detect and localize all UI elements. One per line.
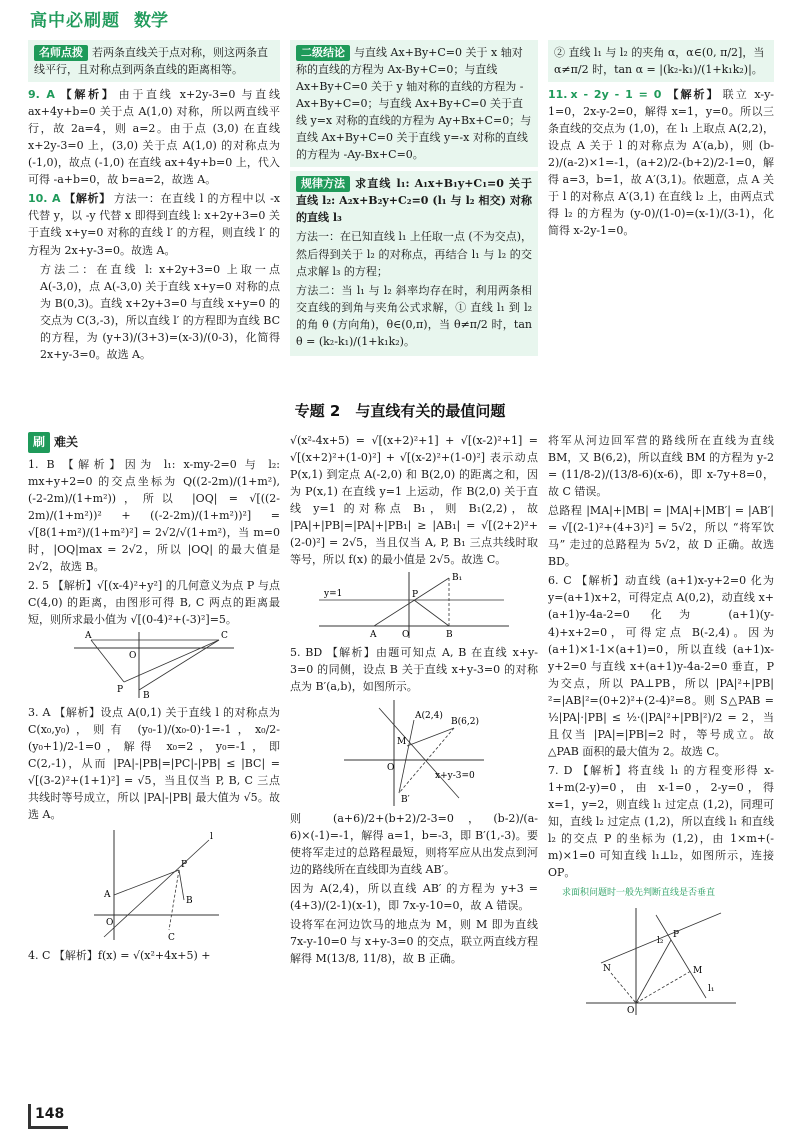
q3-label-o: O bbox=[106, 918, 114, 929]
q7-line-l2 bbox=[656, 915, 706, 998]
q7-label-n: N bbox=[603, 964, 611, 975]
q2-label-a: A bbox=[85, 631, 92, 642]
page-number: 148 bbox=[28, 1104, 68, 1129]
difficulty-tag: 刷 bbox=[28, 432, 50, 453]
q7-line-op bbox=[636, 940, 671, 1003]
q4-continued: √(x²-4x+5) = √[(x+2)²+1] + √[(x-2)²+1] = √[(x+2)²+(1-0)²] + √[(x-2)²+(1-0)²] 表示动点 P(x,1) 到定点 A(-2,0) 和 B(2,0) 的距离之和，因为 P(x,1) 在直线 y=1 上运动，作 B(2,0) 关于直线 y=1 的对称点 B₁，则 B₁(2,2)，故 |PA|+|PB|=|PA|+|PB₁| ≥ |AB₁| = √[(2+2)²+(2-0)²] = 2√5，当且仅当 A, P, B₁ 三点共线时取等号，所以 f(x) 的最小值是 2√5。故选 C。 bbox=[290, 434, 538, 567]
q3-line-pc bbox=[169, 870, 179, 930]
q7-label-l2: l₂ bbox=[657, 936, 664, 947]
q2-label-o: O bbox=[129, 651, 137, 662]
q9 bbox=[28, 86, 280, 188]
q10 bbox=[28, 190, 280, 258]
q3-line-pb bbox=[179, 870, 184, 900]
q7-line-on bbox=[611, 973, 636, 1003]
q2-label-p: P bbox=[117, 685, 124, 696]
q4-line-ab1 bbox=[374, 578, 449, 626]
q11-label: 【解析】 bbox=[665, 88, 720, 102]
q3-label-b: B bbox=[186, 896, 193, 907]
q4-label-a: A bbox=[370, 630, 377, 641]
q3: 3. A 【解析】设点 A(0,1) 关于直线 l 的对称点为 C(x₀,y₀)，则有 (y₀-1)/(x₀-0)·1=-1，x₀/2-(y₀+1)/2-1=0，解得 x₀=2，y₀=-1，即 C(2,-1)，从而 |PA|-|PB|=|PC|-|PB| ≤ |BC| = √[(3-2)²+(1+1)²] = √5，当且仅当 P, B, C 三点共线时等号成立，所以 |PA|-|PB| 最大值为 √5。故选 A。 bbox=[28, 706, 280, 822]
q9-text: 由于直线 x+2y-3=0 与直线 ax+4y+b=0 关于点 A(1,0) 对称，所以两直线平行，故 2a=4，则 a=2。由于点 (3,0) 在直线 x+2y-3=0 上，(3,0) 关于点 A(1,0) 的对称点为 (-1,0)，故点 (-1,0) 在直线 ax+4y+b=0 上，代入可得 -a+b=0，故 b=a=2，故选 A。 bbox=[28, 88, 280, 187]
q2: 2. 5 【解析】√[(x-4)²+y²] 的几何意义为点 P 与点 C(4,0) 的距离，由图形可得 B, C 两点的距离最短，则所求最小值为 √[(0-4)²+(-3)²]=5。 bbox=[28, 578, 280, 627]
q4-line-pb bbox=[414, 600, 449, 626]
q4-figure bbox=[314, 570, 514, 640]
q7-figure bbox=[581, 903, 741, 1018]
note-text: 求面积问题时一般先判断直线是否垂直 bbox=[562, 888, 716, 899]
conclusion-tag: 二级结论 bbox=[296, 45, 350, 61]
q5-line-ab-prime bbox=[399, 720, 414, 793]
method-text-1: 方法一：在已知直线 l₁ 上任取一点 (不为交点)，然后得到关于 l₂ 的对称点，再结合 l₁ 与 l₂ 的交点求解 l₃ 的方程； bbox=[296, 230, 532, 278]
q7: 7. D 【解析】将直线 l₁ 的方程变形得 x-1+m(2-y)=0，由 x-1=0，2-y=0，得 x=1，y=2，则直线 l₁ 过定点 (1,2)，同理可知，直线 l₂ 过定点 (1,2)，所以直线 l₁ 和直线 l₂ 的交点 P 的坐标为 (1,2)，由 1×m+(-m)×1=0 可知直线 l₁⊥l₂，如图所示，连接 OP。 bbox=[548, 763, 774, 880]
method-text-2: 方法二：当 l₁ 与 l₂ 斜率均存在时，利用两条相交直线的到角与夹角公式求解，① 直线 l₁ 到 l₂ 的角 θ (方向角)，θ∈(0,π)，当 θ≠π/2 时，tan θ = (k₂-k₁)/(1+k₁k₂)。 bbox=[296, 283, 532, 348]
q4-start: 4. C 【解析】f(x) = √(x²+4x+5) + bbox=[28, 949, 211, 963]
q5-figure bbox=[339, 698, 489, 808]
q5-line-ab: 因为 A(2,4)，所以直线 AB′ 的方程为 y+3 = (4+3)/(2-1)(x-1)，即 7x-y-10=0，故 A 错误。 bbox=[290, 881, 538, 912]
tip-box bbox=[28, 40, 280, 82]
method-heading: 求直线 l₁: A₁x+B₁y+C₁=0 关于直线 l₂: A₂x+B₂y+C₂=0 (l₁ 与 l₂ 相交) 对称的直线 l₃ bbox=[296, 177, 532, 225]
q2-label-c: C bbox=[221, 631, 228, 642]
q10-label: 【解析】 bbox=[63, 192, 111, 206]
method-box bbox=[290, 171, 538, 355]
q11-number: 11. bbox=[548, 88, 568, 102]
q11-text: 联立 x-y-1=0，2x-y-2=0，解得 x=1，y=0。所以三条直线的交点为 (1,0)，在 l₁ 上取点 A(2,2)，设点 A 关于 l 的对称点为 A′(a,b)，则 (b-2)/(a-2)×1=-1，(a+2)/2-(b+2)/2-1=0，解得 a=3，b=1，故 A′(3,1)。依题意，点 A 关于 l 的对称点 A′(3,1) 在直线 l₂ 上，由两点式得 l₂ 的方程为 (y-0)/(1-0)=(x-1)/(3-1)，化简得 x-2y-1=0。 bbox=[548, 88, 774, 238]
q10-method-2: 方法二：在直线 l: x+2y+3=0 上取一点 A(-3,0)，点 A(-3,0) 关于直线 x+y=0 对称的点为 B(0,3)。直线 x+2y+3=0 与直线 x+y=0 的交点为 C(3,-3)，所以直线 l′ 的方程即为直线 BC 的方程，为 (y+3)/(3+3)=(x-3)/(0-3)，化简得 2x+y-3=0。故选 A。 bbox=[40, 262, 280, 361]
q5-line-bm: 将军从河边回军营的路线所在直线为直线 BM，又 B(6,2)，所以直线 BM 的方程为 y-2 = (11/8-2)/(13/8-6)(x-6)，即 x-7y+8=0，故 C 错误。 bbox=[548, 434, 774, 499]
q7-label-l1: l₁ bbox=[708, 984, 715, 995]
q5-line-river bbox=[379, 708, 459, 798]
top-middle-column bbox=[290, 40, 538, 390]
q7-line-om bbox=[636, 971, 691, 1003]
difficulty-header bbox=[28, 432, 280, 453]
q5-total: 总路程 |MA|+|MB| = |MA|+|MB′| = |AB′| = √[(2-1)²+(4+3)²] = 5√2，所以 “将军饮马” 走过的总路程为 5√2，故 D 正确。故选 BD。 bbox=[548, 504, 774, 569]
q5-solve: 则 (a+6)/2+(b+2)/2-3=0，(b-2)/(a-6)×(-1)=-1，解得 a=1，b=-3，即 B′(1,-3)。要使将军走过的总路程最短，则将军应从出发点到河边的路线所在直线即为直线 AB′。 bbox=[290, 811, 538, 876]
q3-figure bbox=[84, 825, 224, 945]
q5: 5. BD 【解析】由题可知点 A, B 在直线 x+y-3=0 的同侧，设点 B 关于直线 x+y-3=0 的对称点为 B′(a,b)，如图所示。 bbox=[290, 646, 538, 694]
q4-label-o: O bbox=[402, 630, 410, 641]
q2-label-b: B bbox=[143, 691, 150, 701]
q3-label-a: A bbox=[104, 890, 111, 901]
q11-answer: x - 2y - 1 = 0 bbox=[570, 88, 662, 102]
q11 bbox=[548, 86, 774, 239]
note-row bbox=[562, 883, 774, 901]
q5-label-line: x+y-3=0 bbox=[435, 770, 475, 781]
conclusion-box bbox=[290, 40, 538, 167]
q4-label-b1: B₁ bbox=[452, 573, 463, 584]
q7-label-m: M bbox=[693, 966, 703, 977]
tip-tag: 名师点拨 bbox=[34, 45, 88, 61]
q7-label-o: O bbox=[627, 1006, 635, 1017]
q3-label-p: P bbox=[181, 860, 188, 871]
q5-line-bm bbox=[407, 728, 454, 746]
q9-label: 【解析】 bbox=[57, 88, 116, 102]
q4-label-b: B bbox=[446, 630, 453, 641]
difficulty-label: 难关 bbox=[54, 435, 79, 449]
q3-label-c: C bbox=[168, 933, 175, 944]
q10-number: 10. A bbox=[28, 192, 61, 206]
q2-figure bbox=[69, 630, 239, 700]
top-right-column bbox=[548, 40, 774, 390]
book-title: 高中必刷题 bbox=[30, 10, 120, 31]
q1: 1. B 【解析】因为 l₁: x-my-2=0 与 l₂: mx+y+2=0 的交点坐标为 Q((2-2m)/(1+m²), (-2-2m)/(1+m²))，所以 |OQ| = √[((2-2m)/(1+m²))² + ((-2-2m)/(1+m²))²] = √[8(1+m²)/(1+m²)²] = 2√2/√(1+m²)，当 m=0 时，|OQ|max = 2√2，所以 |OQ| 的最大值是 2√2，故选 B。 bbox=[28, 457, 280, 573]
q5-point-m: 设将军在河边饮马的地点为 M，则 M 即为直线 7x-y-10=0 与 x+y-3=0 的交点，联立两直线方程解得 M(13/8, 11/8)，故 B 正确。 bbox=[290, 917, 538, 965]
q5-label-o: O bbox=[387, 762, 395, 773]
book-subject: 数学 bbox=[134, 10, 168, 31]
q5-label-b-prime: B′ bbox=[401, 794, 410, 805]
top-left-column bbox=[28, 40, 280, 390]
q6: 6. C 【解析】动直线 (a+1)x-y+2=0 化为 y=(a+1)x+2，可得定点 A(0,2)，动直线 x+(a+1)y-4a-2=0 化为 (a+1)(y-4)+x+2=0，可得定点 B(-2,4)。因为 (a+1)×1-1×(a+1)=0，所以直线 (a+1)x-y+2=0 与直线 x+(a+1)y-4a-2=0 垂直，P 为交点，所以 PA⊥PB，所以 |PA|²+|PB|²=|AB|²=(0+2)²+(2-4)²=8。则 S△PAB = ½|PA|·|PB| ≤ ½·(|PA|²+|PB|²)/2 = 2，当且仅当 |PA|=|PB|=2 时，等号成立。故 △PAB 面积的最大值为 2。故选 C。 bbox=[548, 574, 774, 758]
q9-number: 9. A bbox=[28, 88, 55, 102]
method-tag: 规律方法 bbox=[296, 176, 350, 192]
q5-label-a: A(2,4) bbox=[415, 710, 443, 721]
angle-text: ② 直线 l₁ 与 l₂ 的夹角 α，α∈(0, π/2]，当 α≠π/2 时，tan α = |(k₂-k₁)/(1+k₁k₂)|。 bbox=[554, 46, 765, 77]
bottom-middle-column bbox=[290, 432, 538, 1112]
q3-label-l: l bbox=[210, 832, 213, 843]
q7-label-p: P bbox=[673, 930, 680, 941]
q5-label-m: M bbox=[397, 736, 407, 747]
conclusion-text: 与直线 Ax+By+C=0 关于 x 轴对称的直线的方程为 Ax-By+C=0；与直线 Ax+By+C=0 关于 y 轴对称的直线的方程为 -Ax+By+C=0；与直线 Ax+By+C=0 关于直线 y=x 对称的直线的方程为 Ay+Bx+C=0；与直线 Ax+By+C=0 关于直线 y=-x 对称的直线的方程为 -Ay-Bx+C=0。 bbox=[296, 46, 532, 162]
q4-label-y1: y=1 bbox=[324, 589, 343, 600]
tip-text: 若两条直线关于点对称，则这两条直线平行，且对称点到两条直线的距离相等。 bbox=[34, 46, 268, 77]
bottom-right-column bbox=[548, 432, 774, 1112]
section-title: 专题 2 与直线有关的最值问题 bbox=[294, 402, 506, 420]
bottom-left-column bbox=[28, 432, 280, 1112]
q3-line-ap bbox=[114, 870, 179, 895]
q10-text-1: 方法一：在直线 l 的方程中以 -x 代替 y，以 -y 代替 x 即得到直线 l: x+2y+3=0 关于直线 x+y=0 对称的直线 l′ 的方程，则直线 l′ 的方程为 2x+y-3=0。故选 A。 bbox=[28, 192, 280, 257]
q4-label-p: P bbox=[412, 590, 419, 601]
q5-label-b: B(6,2) bbox=[451, 716, 479, 727]
q2-line-pc bbox=[124, 640, 219, 682]
q2-line-ap bbox=[91, 640, 124, 682]
q3-line-l bbox=[104, 840, 209, 937]
page-header bbox=[30, 6, 168, 36]
angle-box bbox=[548, 40, 774, 82]
